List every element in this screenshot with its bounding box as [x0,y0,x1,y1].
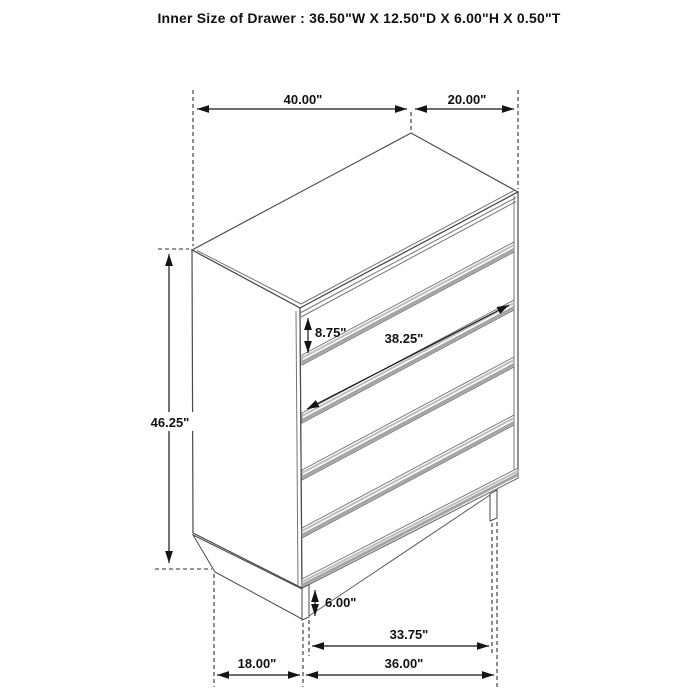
top-depth-label: 20.00" [447,92,487,107]
top-width-label: 40.00" [283,92,323,107]
dimension-base-side-depth [217,656,300,675]
drawer-front-width-label: 38.25" [384,331,424,346]
diagram-title: Inner Size of Drawer : 36.50"W X 12.50"D X 6.00"H X 0.50"T [157,10,561,26]
dimension-leg-span-inner [312,627,489,646]
dimension-leg-height [315,590,356,616]
dimension-top-depth [415,92,514,109]
cabinet-body [192,133,518,588]
dimension-base-front-width [306,656,494,675]
leg-span-inner-label: 33.75" [389,627,429,642]
dimension-overall-height [144,254,195,563]
cabinet-left-face [192,250,302,588]
base-front-width-label: 36.00" [384,656,424,671]
front-right-leg [490,490,497,521]
drawer-front-height-label: 8.75" [315,325,347,340]
dimension-top-width [197,92,407,109]
leg-height-label: 6.00" [325,595,357,610]
front-left-leg [302,585,309,621]
base-side-depth-label: 18.00" [237,656,277,671]
overall-height-label: 46.25" [150,415,190,430]
